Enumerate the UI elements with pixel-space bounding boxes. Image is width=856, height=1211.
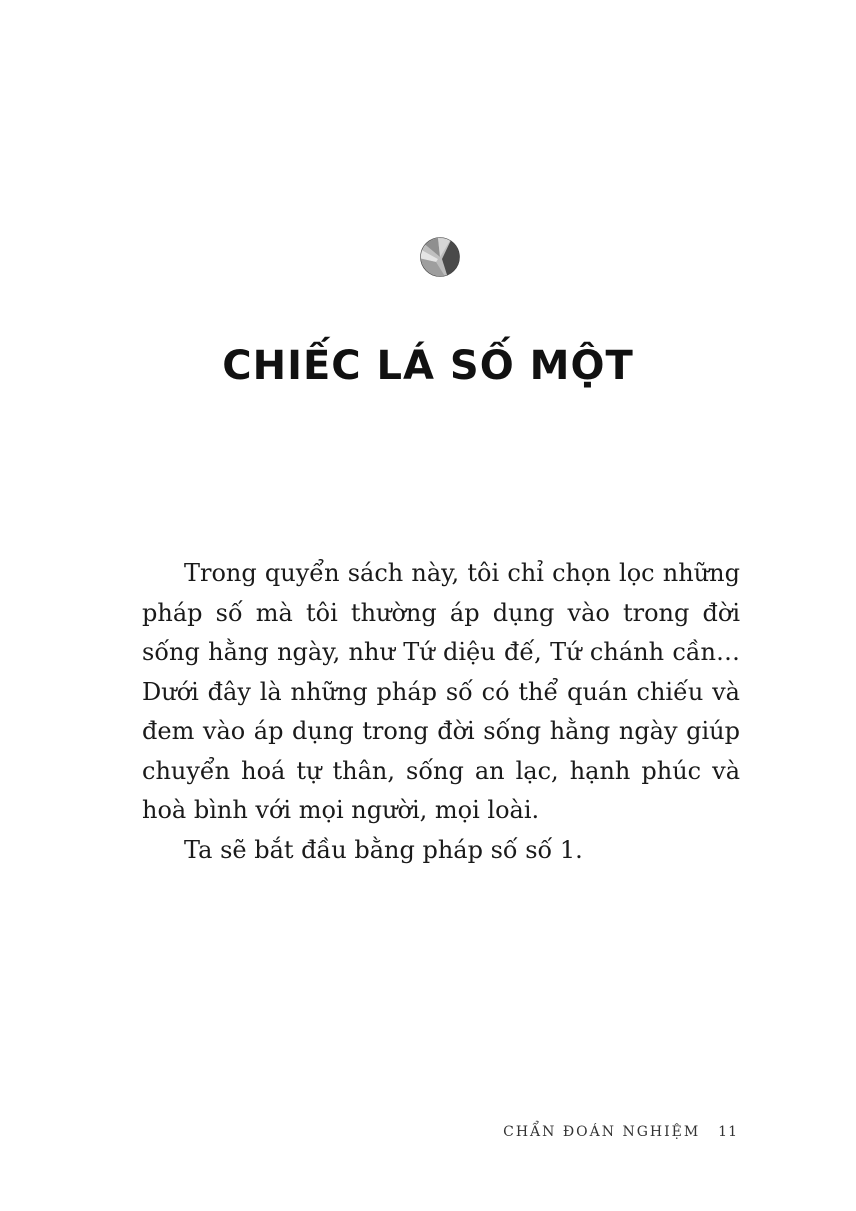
- chapter-title: CHIẾC LÁ SỐ MỘT: [222, 343, 634, 389]
- leaf-ornament-icon: [418, 236, 462, 278]
- paragraph: Trong quyển sách này, tôi chỉ chọn lọc những pháp số mà tôi thường áp dụng vào trong đời sống hằng ngày, như Tứ diệu đế, Tứ chánh cần… Dưới đây là những pháp số có thể quán chiếu và đem vào áp dụng trong đời sống hằng ngày giúp chuyển hoá tự thân, sống an lạc, hạnh phúc và hoà bình với mọi người, mọi loài.: [142, 559, 740, 824]
- page-footer: [503, 1124, 738, 1140]
- paragraph: Ta sẽ bắt đầu bằng pháp số số 1.: [184, 835, 583, 864]
- page-number: 11: [718, 1124, 738, 1140]
- body-text: [142, 554, 740, 870]
- running-title: CHẨN ĐOÁN NGHIỆM: [503, 1124, 701, 1140]
